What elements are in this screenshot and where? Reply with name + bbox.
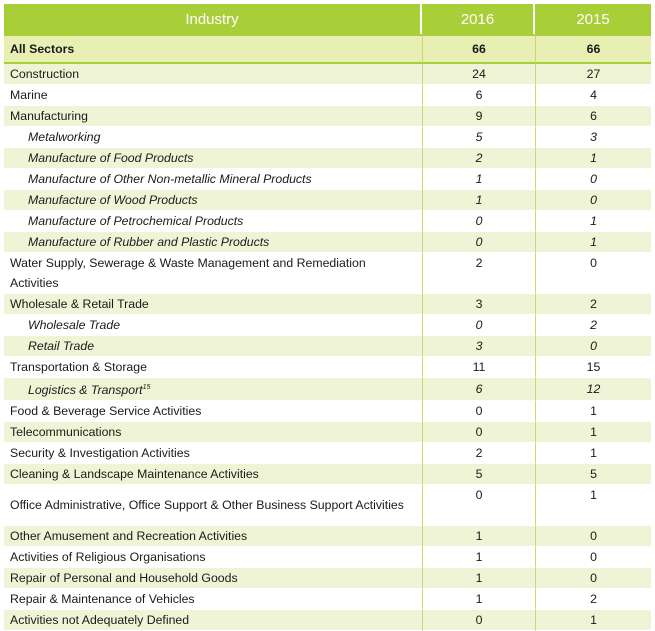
total-2016: 66: [422, 34, 535, 64]
table-row: [4, 336, 651, 357]
industry-table: [4, 4, 651, 631]
value-2016: 2: [422, 443, 535, 464]
total-2015: 66: [535, 34, 651, 64]
value-2016: 1: [422, 568, 535, 589]
industry-name-text: Wholesale Trade: [28, 318, 121, 332]
value-2016: 6: [422, 85, 535, 106]
industry-name: [4, 357, 422, 378]
value-2016: 2: [422, 253, 535, 294]
value-2015: 1: [535, 401, 651, 422]
table-row: [4, 211, 651, 232]
value-2015: 12: [535, 378, 651, 401]
industry-name: [4, 211, 422, 232]
value-2015: 0: [535, 547, 651, 568]
table-row: [4, 357, 651, 378]
table-row: [4, 315, 651, 336]
header-row: [4, 4, 651, 34]
industry-name-text: Logistics & Transport: [28, 383, 143, 398]
table-body: [4, 34, 651, 631]
industry-name-text: Activities not Adequately Defined: [10, 613, 190, 628]
table-row: [4, 106, 651, 127]
industry-name: [4, 253, 422, 294]
industry-name-text: Marine: [10, 88, 48, 102]
industry-name-text: Repair & Maintenance of Vehicles: [10, 592, 195, 607]
value-2016: 11: [422, 357, 535, 378]
value-2015: 0: [535, 336, 651, 357]
industry-name-text: Office Administrative, Office Support & Other Business Support Activities: [10, 498, 404, 513]
header-industry: Industry: [4, 4, 422, 34]
industry-name: [4, 169, 422, 190]
value-2016: 1: [422, 526, 535, 547]
industry-name-text: Construction: [10, 67, 80, 81]
value-2015: 2: [535, 315, 651, 336]
value-2015: 0: [535, 568, 651, 589]
value-2015: 0: [535, 169, 651, 190]
table-row: [4, 294, 651, 315]
industry-name-text: Metalworking: [28, 130, 101, 144]
industry-name-text: Wholesale & Retail Trade: [10, 297, 149, 311]
table-row: [4, 232, 651, 253]
value-2015: 5: [535, 464, 651, 485]
table-row: [4, 401, 651, 422]
industry-name: [4, 127, 422, 148]
industry-name-text: Manufacture of Petrochemical Products: [28, 214, 244, 228]
value-2015: 3: [535, 127, 651, 148]
industry-name-text: Water Supply, Sewerage & Waste Management and Remediation Activities: [10, 256, 366, 290]
value-2015: 0: [535, 190, 651, 211]
industry-name: [4, 589, 422, 610]
industry-name: [4, 106, 422, 127]
industry-name: [4, 148, 422, 169]
value-2015: 1: [535, 232, 651, 253]
industry-name: [4, 315, 422, 336]
table-row: [4, 485, 651, 526]
industry-name-text: Repair of Personal and Household Goods: [10, 571, 238, 586]
value-2016: 5: [422, 464, 535, 485]
value-2015: 27: [535, 64, 651, 85]
table-row: [4, 169, 651, 190]
industry-name: [4, 336, 422, 357]
table-row: [4, 85, 651, 106]
industry-name-text: Food & Beverage Service Activities: [10, 404, 202, 419]
industry-name-text: Other Amusement and Recreation Activities: [10, 529, 248, 544]
industry-table-container: [4, 4, 651, 631]
table-row: [4, 547, 651, 568]
table-row: [4, 190, 651, 211]
industry-name: [4, 568, 422, 589]
value-2015: 1: [535, 148, 651, 169]
value-2015: 4: [535, 85, 651, 106]
value-2016: 9: [422, 106, 535, 127]
table-row: [4, 253, 651, 294]
industry-name-text: Manufacture of Wood Products: [28, 193, 198, 207]
value-2016: 5: [422, 127, 535, 148]
header-2015: 2015: [535, 4, 651, 34]
table-row: [4, 443, 651, 464]
value-2016: 3: [422, 336, 535, 357]
value-2015: 2: [535, 589, 651, 610]
industry-name-text: Security & Investigation Activities: [10, 446, 190, 461]
value-2016: 6: [422, 378, 535, 401]
industry-name: [4, 526, 422, 547]
value-2015: 0: [535, 526, 651, 547]
industry-name: [4, 547, 422, 568]
industry-name-text: Telecommunications: [10, 425, 122, 440]
value-2016: 0: [422, 485, 535, 526]
value-2015: 1: [535, 485, 651, 526]
industry-name: [4, 64, 422, 85]
value-2015: 1: [535, 443, 651, 464]
value-2015: 6: [535, 106, 651, 127]
industry-name: [4, 464, 422, 485]
value-2016: 0: [422, 211, 535, 232]
industry-name: [4, 85, 422, 106]
industry-name-text: Retail Trade: [28, 339, 95, 353]
industry-name-text: Manufacturing: [10, 109, 88, 123]
value-2016: 1: [422, 589, 535, 610]
industry-name-text: Manufacture of Rubber and Plastic Products: [28, 235, 270, 249]
value-2015: 0: [535, 253, 651, 294]
value-2015: 15: [535, 357, 651, 378]
header-2016: 2016: [422, 4, 535, 34]
industry-name-text: Cleaning & Landscape Maintenance Activities: [10, 467, 259, 482]
table-row: [4, 148, 651, 169]
value-2016: 1: [422, 169, 535, 190]
value-2015: 1: [535, 610, 651, 631]
industry-name-text: Transportation & Storage: [10, 360, 147, 374]
industry-name-text: Manufacture of Other Non-metallic Mineral Products: [28, 172, 312, 186]
value-2015: 1: [535, 211, 651, 232]
value-2016: 24: [422, 64, 535, 85]
value-2016: 0: [422, 610, 535, 631]
value-2016: 2: [422, 148, 535, 169]
table-row: [4, 127, 651, 148]
industry-name: [4, 443, 422, 464]
industry-name: [4, 610, 422, 631]
table-row: [4, 64, 651, 85]
industry-name: [4, 422, 422, 443]
table-row: [4, 568, 651, 589]
value-2016: 3: [422, 294, 535, 315]
table-row: [4, 464, 651, 485]
industry-name: [4, 294, 422, 315]
value-2016: 1: [422, 547, 535, 568]
total-name: All Sectors: [4, 34, 422, 64]
value-2016: 0: [422, 232, 535, 253]
value-2016: 0: [422, 401, 535, 422]
value-2015: 1: [535, 422, 651, 443]
footnote-marker: 15: [142, 384, 151, 391]
industry-name: [4, 401, 422, 422]
table-row: [4, 589, 651, 610]
value-2016: 1: [422, 190, 535, 211]
industry-name-text: Manufacture of Food Products: [28, 151, 194, 165]
table-row: [4, 610, 651, 631]
table-row: [4, 422, 651, 443]
industry-name-text: Activities of Religious Organisations: [10, 550, 206, 565]
value-2015: 2: [535, 294, 651, 315]
industry-name: [4, 378, 422, 401]
table-row: [4, 526, 651, 547]
industry-name: [4, 190, 422, 211]
value-2016: 0: [422, 315, 535, 336]
value-2016: 0: [422, 422, 535, 443]
industry-name: [4, 485, 422, 526]
total-row: [4, 34, 651, 64]
table-row: [4, 378, 651, 401]
industry-name: [4, 232, 422, 253]
